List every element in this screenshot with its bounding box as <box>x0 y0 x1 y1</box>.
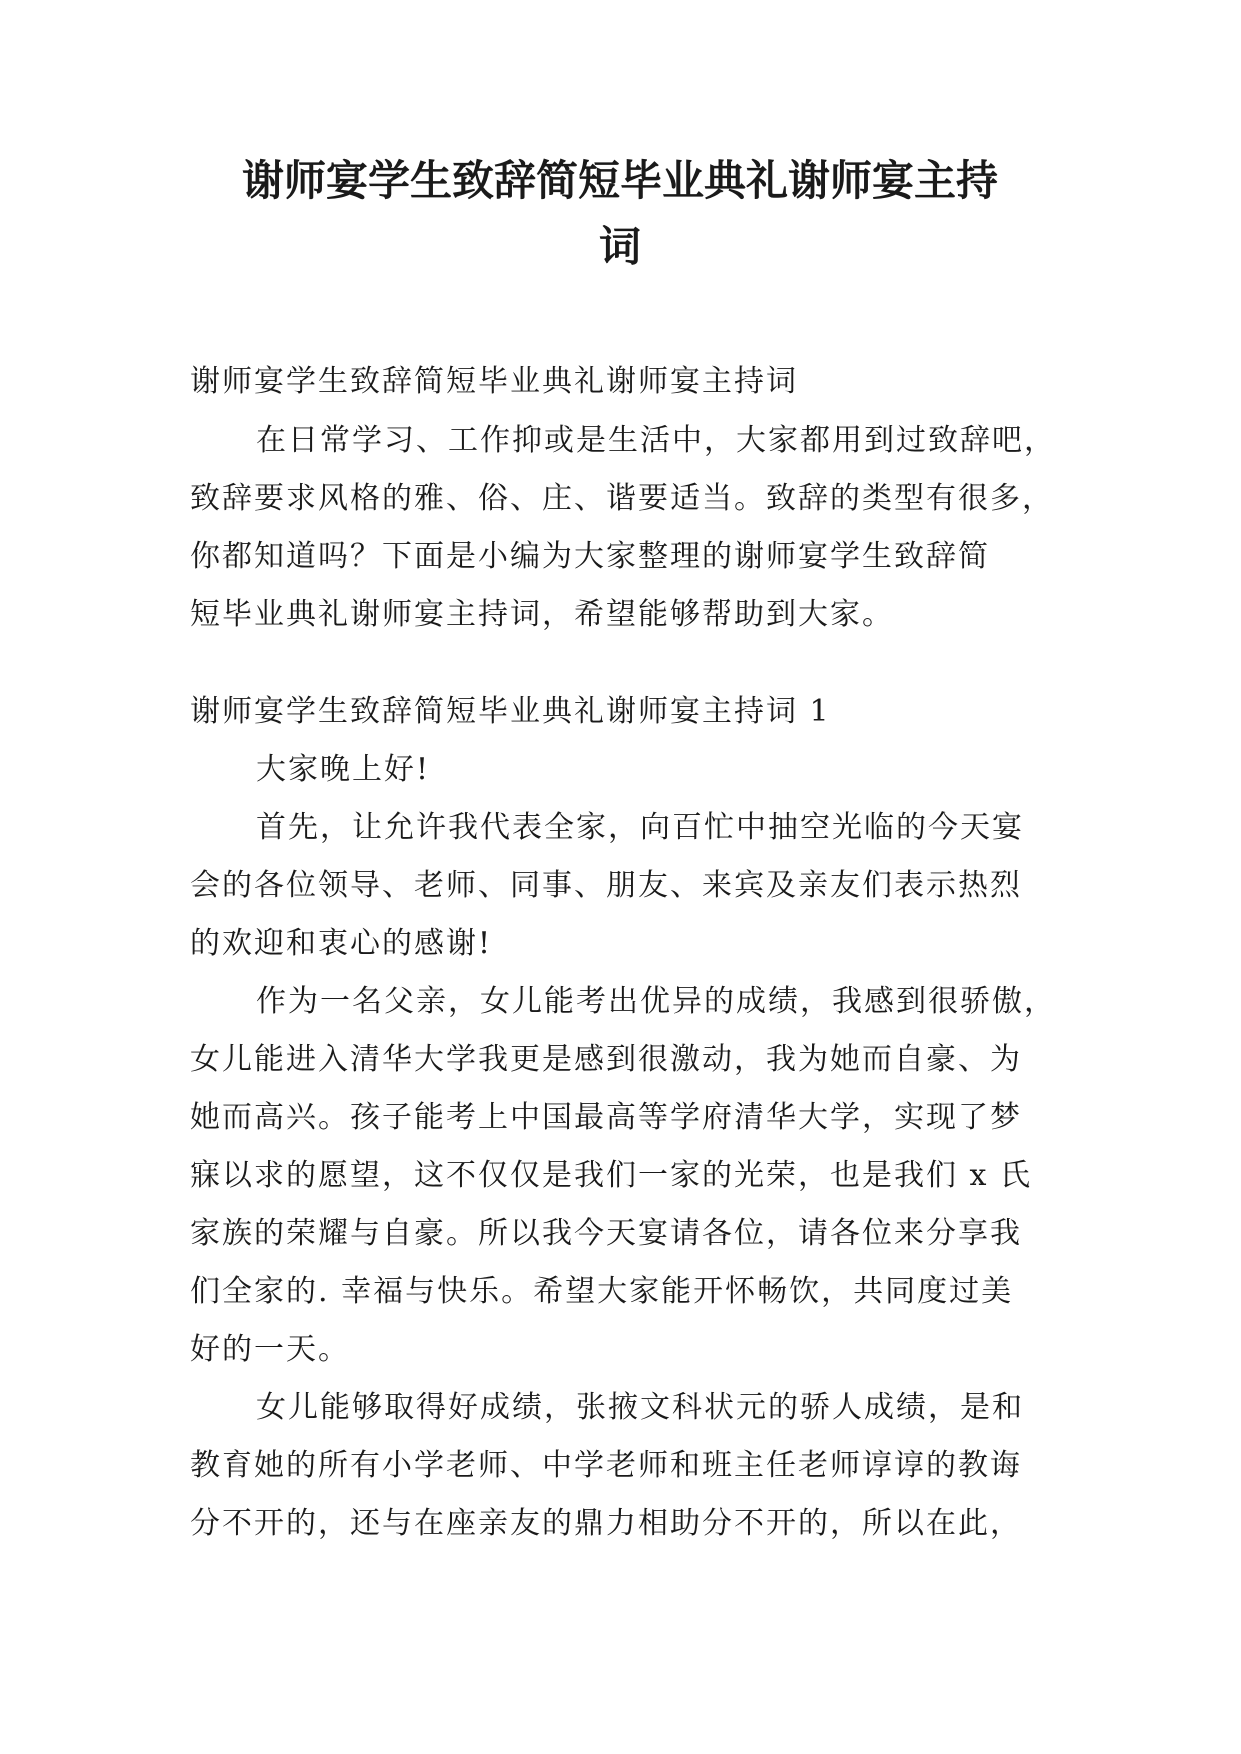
paragraph-line: 作为一名父亲，女儿能考出优异的成绩，我感到很骄傲， <box>256 984 1056 1019</box>
paragraph-line: 的欢迎和衷心的感谢! <box>190 926 493 961</box>
document-title-line-1: 谢师宴学生致辞简短毕业典礼谢师宴主持 <box>241 156 998 205</box>
paragraph-line: 在日常学习、工作抑或是生活中，大家都用到过致辞吧， <box>256 423 1056 458</box>
paragraph-line: 女儿能进入清华大学我更是感到很激动，我为她而自豪、为 <box>190 1042 1022 1077</box>
paragraph-line: 们全家的. 幸福与快乐。希望大家能开怀畅饮，共同度过美 <box>190 1274 1014 1309</box>
section-heading: 谢师宴学生致辞简短毕业典礼谢师宴主持词 <box>190 364 798 399</box>
paragraph-line: 会的各位领导、老师、同事、朋友、来宾及亲友们表示热烈 <box>190 868 1022 903</box>
document-title-line-2: 词 <box>598 222 641 271</box>
paragraph-line: 分不开的，还与在座亲友的鼎力相助分不开的，所以在此， <box>190 1506 1022 1541</box>
paragraph-line: 寐以求的愿望，这不仅仅是我们一家的光荣，也是我们 x 氏 <box>190 1158 1032 1193</box>
paragraph-line: 大家晚上好! <box>256 752 431 787</box>
paragraph-line: 首先，让允许我代表全家，向百忙中抽空光临的今天宴 <box>256 810 1024 845</box>
paragraph-line: 教育她的所有小学老师、中学老师和班主任老师谆谆的教诲 <box>190 1448 1022 1483</box>
paragraph-line: 女儿能够取得好成绩，张掖文科状元的骄人成绩，是和 <box>256 1390 1024 1425</box>
document-title <box>180 148 1060 280</box>
paragraph-line: 你都知道吗？下面是小编为大家整理的谢师宴学生致辞简 <box>190 539 990 574</box>
section-heading: 谢师宴学生致辞简短毕业典礼谢师宴主持词 1 <box>190 694 831 729</box>
paragraph-line: 短毕业典礼谢师宴主持词，希望能够帮助到大家。 <box>190 597 894 632</box>
paragraph-line: 致辞要求风格的雅、俗、庄、谐要适当。致辞的类型有很多， <box>190 481 1054 516</box>
paragraph-line: 家族的荣耀与自豪。所以我今天宴请各位，请各位来分享我 <box>190 1216 1022 1251</box>
paragraph-line: 她而高兴。孩子能考上中国最高等学府清华大学，实现了梦 <box>190 1100 1022 1135</box>
paragraph-line: 好的一天。 <box>190 1332 350 1367</box>
